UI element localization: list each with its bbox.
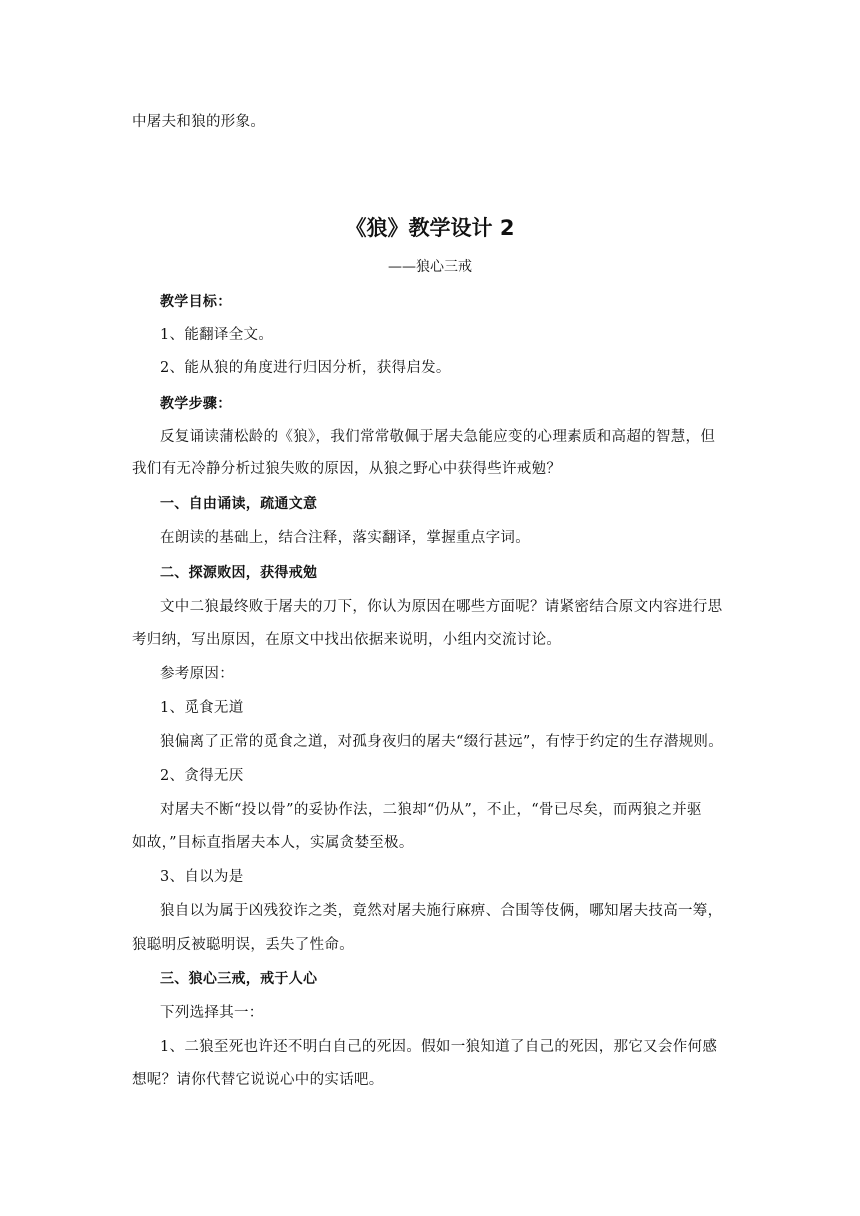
section-2-line-2: 考归纳，写出原因，在原文中找出依据来说明，小组内交流讨论。 [132, 632, 562, 648]
intro-paragraph-line-2: 我们有无冷静分析过狼失败的原因，从狼之野心中获得些许戒勉？ [132, 461, 562, 477]
reason-3-line-1: 狼自以为属于凶残狡诈之类，竟然对屠夫施行麻痹、合围等伎俩，哪知屠夫技高一筹， [160, 903, 723, 919]
reason-1-title: 1、觅食无道 [160, 700, 244, 716]
option-1-line-2: 想呢？请你代替它说说心中的实话吧。 [132, 1072, 384, 1088]
reason-2-line-2: 如故，”目标直指屠夫本人，实属贪婪至极。 [132, 835, 414, 851]
reason-2-line-1: 对屠夫不断“投以骨”的妥协作法，二狼却“仍从”，不止，“骨已尽矣，而两狼之并驱 [160, 802, 702, 818]
section-2-line-1: 文中二狼最终败于屠夫的刀下，你认为原因在哪些方面呢？请紧密结合原文内容进行思 [160, 599, 723, 615]
document-title: 《狼》教学设计 2 [345, 216, 515, 240]
steps-heading: 教学步骤： [160, 396, 232, 412]
option-1-line-1: 1、二狼至死也许还不明白自己的死因。假如一狼知道了自己的死因，那它又会作何感 [160, 1039, 718, 1055]
section-1-text: 在朗读的基础上，结合注释，落实翻译，掌握重点字词。 [160, 530, 530, 546]
section-1-heading: 一、自由诵读，疏通文意 [160, 496, 318, 512]
previous-section-tail: 中屠夫和狼的形象。 [132, 114, 266, 130]
section-2-heading: 二、探源败因，获得戒勉 [160, 565, 318, 581]
reason-1-text: 狼偏离了正常的觅食之道，对孤身夜归的屠夫“缀行甚远”，有悖于约定的生存潜规则。 [160, 734, 724, 750]
reference-label: 参考原因： [160, 666, 234, 682]
goal-item-1: 1、能翻译全文。 [160, 327, 274, 343]
section-3-heading: 三、狼心三戒，戒于人心 [160, 971, 318, 987]
goal-item-2: 2、能从狼的角度进行归因分析，获得启发。 [160, 360, 451, 376]
choose-label: 下列选择其一： [160, 1005, 264, 1021]
reason-3-line-2: 狼聪明反被聪明误，丢失了性命。 [132, 937, 354, 953]
intro-paragraph-line-1: 反复诵读蒲松龄的《狼》，我们常常敬佩于屠夫急能应变的心理素质和高超的智慧，但 [160, 429, 716, 445]
goals-heading: 教学目标： [160, 294, 232, 310]
document-subtitle: ——狼心三戒 [388, 259, 472, 275]
reason-2-title: 2、贪得无厌 [160, 768, 244, 784]
reason-3-title: 3、自以为是 [160, 869, 244, 885]
